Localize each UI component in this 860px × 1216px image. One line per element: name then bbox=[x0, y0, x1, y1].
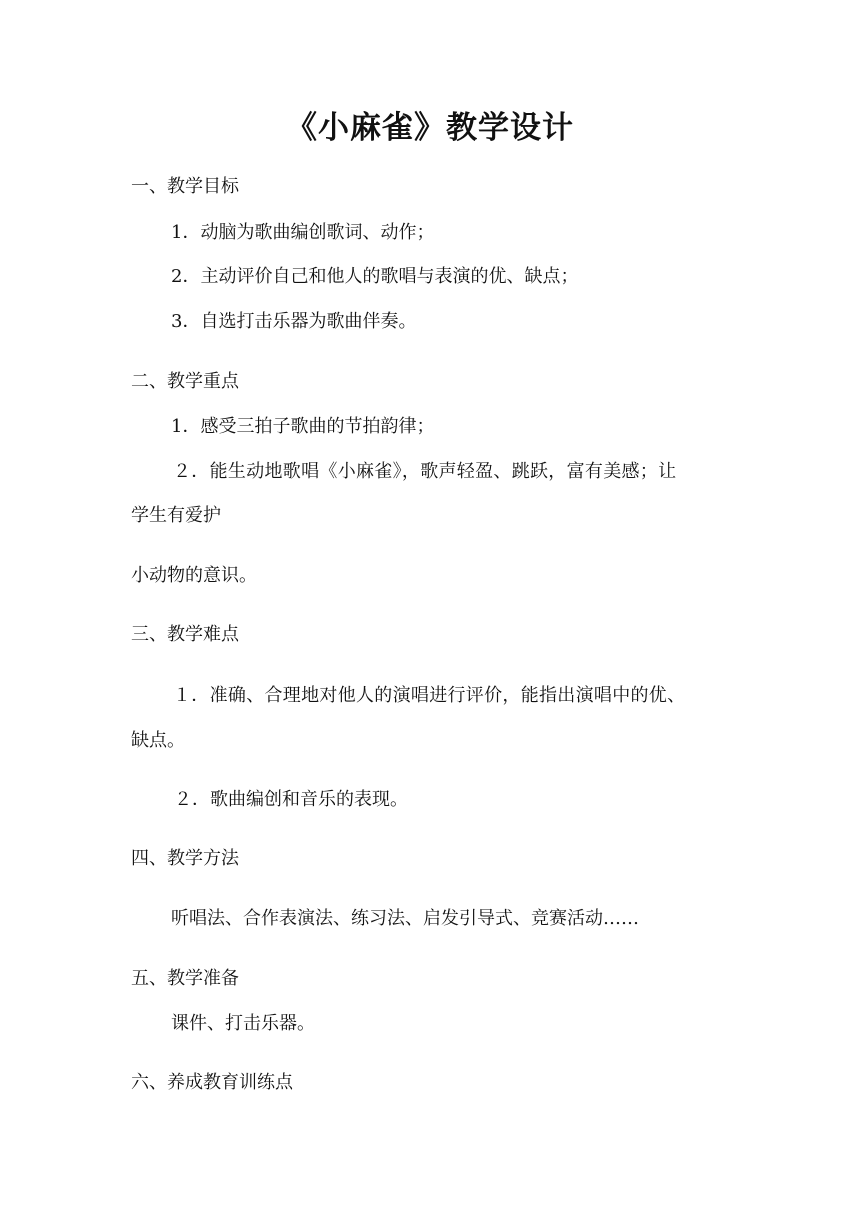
focus-item-2-continuation: 学生有爱护 bbox=[131, 505, 221, 526]
section-heading-teaching-difficulties: 三、教学难点 bbox=[131, 624, 239, 645]
goal-item-2: 2．主动评价自己和他人的歌唱与表演的优、缺点； bbox=[171, 266, 579, 287]
difficulty-item-1: １．准确、合理地对他人的演唱进行评价，能指出演唱中的优、 bbox=[173, 685, 686, 706]
section-heading-teaching-preparation: 五、教学准备 bbox=[131, 968, 239, 989]
focus-item-1: 1．感受三拍子歌曲的节拍韵律； bbox=[171, 416, 435, 437]
goal-item-1: 1．动脑为歌曲编创歌词、动作； bbox=[171, 222, 435, 243]
focus-item-2: ２．能生动地歌唱《小麻雀》，歌声轻盈、跳跃，富有美感；让 bbox=[173, 461, 677, 482]
goal-item-3: 3．自选打击乐器为歌曲伴奏。 bbox=[171, 311, 417, 332]
difficulty-item-1-continuation: 缺点。 bbox=[131, 730, 185, 751]
document-title: 《小麻雀》教学设计 bbox=[286, 110, 574, 146]
focus-item-2-second-continuation: 小动物的意识。 bbox=[131, 565, 257, 586]
difficulty-item-2: ２．歌曲编创和音乐的表现。 bbox=[174, 789, 408, 810]
methods-item: 听唱法、合作表演法、练习法、启发引导式、竞赛活动…… bbox=[171, 908, 639, 929]
preparation-item: 课件、打击乐器。 bbox=[171, 1013, 315, 1034]
section-heading-teaching-focus: 二、教学重点 bbox=[131, 371, 239, 392]
section-heading-habit-training: 六、养成教育训练点 bbox=[131, 1072, 293, 1093]
section-heading-teaching-methods: 四、教学方法 bbox=[131, 848, 239, 869]
section-heading-teaching-goals: 一、教学目标 bbox=[131, 176, 239, 197]
